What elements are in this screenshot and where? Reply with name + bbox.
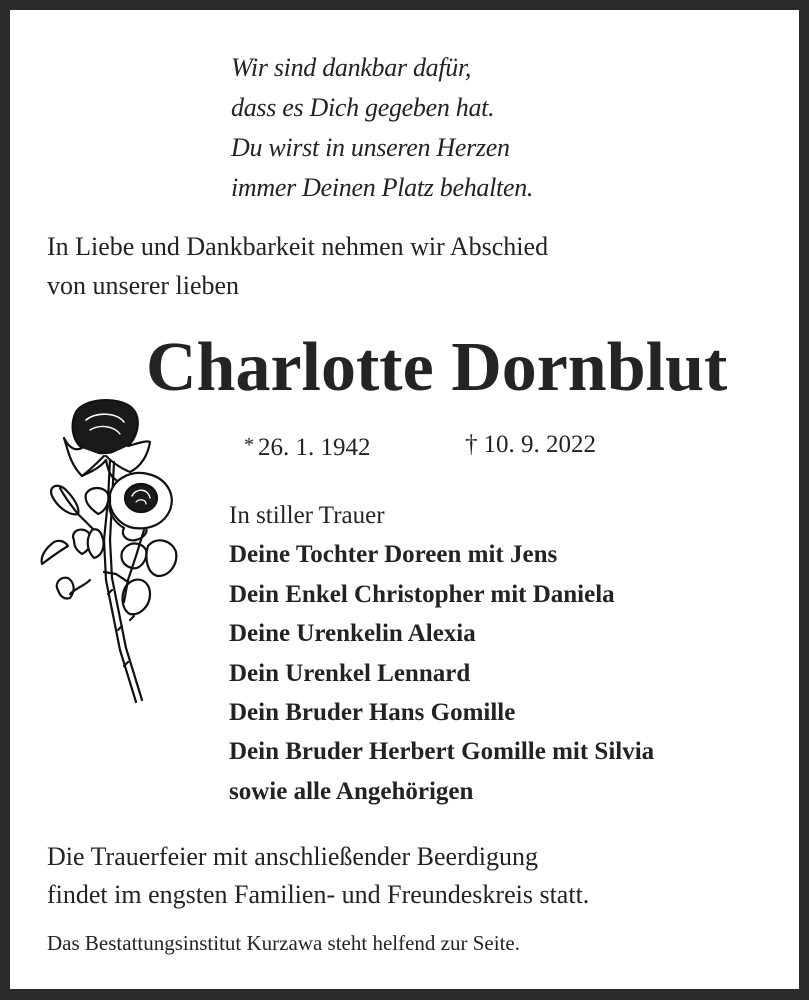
mourner: Dein Bruder Herbert Gomille mit Silvia — [229, 738, 655, 766]
death-cross-icon: † — [465, 431, 478, 458]
rose-bouquet-icon — [24, 390, 184, 735]
undertaker-note: Das Bestattungsinstitut Kurzawa steht helfend zur Seite. — [47, 931, 520, 955]
ceremony-line: findet im engsten Familien- und Freundeskreis statt. — [47, 880, 590, 909]
intro-line: von unserer lieben — [47, 271, 240, 300]
mourner: Dein Urenkel Lennard — [229, 659, 471, 687]
mourner: sowie alle Angehörigen — [229, 777, 474, 805]
birth-star-icon: * — [244, 434, 254, 456]
poem — [231, 48, 533, 208]
intro-line: In Liebe und Dankbarkeit nehmen wir Abschied — [47, 232, 549, 261]
deceased-name: Charlotte Dornblut — [146, 329, 728, 406]
mourner: Dein Enkel Christopher mit Daniela — [229, 580, 615, 608]
death-date-value: 10. 9. 2022 — [483, 431, 596, 458]
mourner: Dein Bruder Hans Gomille — [229, 698, 516, 726]
mourner: Deine Urenkelin Alexia — [229, 620, 476, 648]
birth-date-value: 26. 1. 1942 — [258, 434, 371, 461]
ceremony-info — [47, 838, 589, 914]
mourners-lead: In stiller Trauer — [229, 502, 385, 529]
poem-line: Du wirst in unseren Herzen — [231, 133, 510, 162]
ceremony-line: Die Trauerfeier mit anschließender Beerdigung — [47, 842, 538, 871]
poem-line: dass es Dich gegeben hat. — [231, 93, 495, 122]
mourner: Deine Tochter Doreen mit Jens — [229, 541, 558, 569]
poem-line: immer Deinen Platz behalten. — [231, 173, 534, 202]
birth-date — [244, 428, 371, 465]
poem-line: Wir sind dankbar dafür, — [231, 53, 472, 82]
mourners-list — [229, 496, 654, 811]
death-date — [465, 428, 596, 462]
obituary-card — [10, 10, 799, 989]
farewell-intro — [47, 227, 548, 305]
